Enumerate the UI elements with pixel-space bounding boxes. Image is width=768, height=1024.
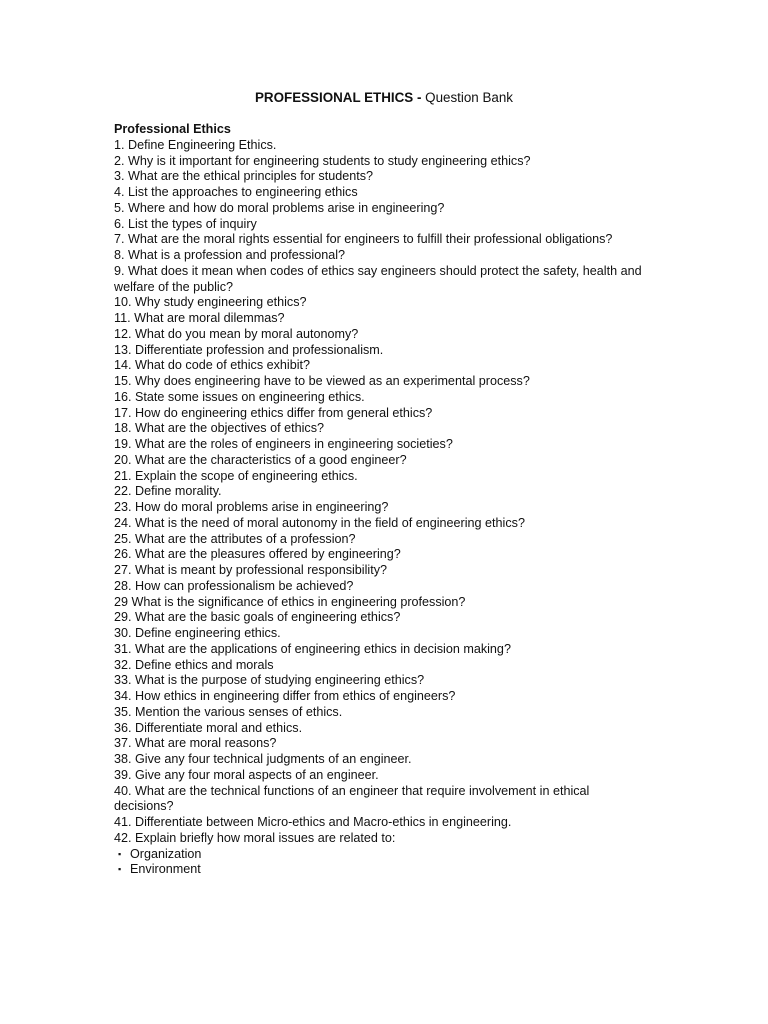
question-item: 29. What are the basic goals of engineering ethics? bbox=[114, 610, 401, 625]
question-item: 8. What is a profession and professional? bbox=[114, 248, 346, 262]
question-item: 9. What does it mean when codes of ethics say engineers should protect the safety, health and welfare of the public? bbox=[114, 263, 642, 294]
bullet-square-icon: ▪ bbox=[118, 848, 122, 859]
title-rest: Question Bank bbox=[425, 90, 513, 105]
question-item: 22. Define morality. bbox=[114, 484, 222, 499]
question-item: 21. Explain the scope of engineering ethics. bbox=[114, 468, 358, 483]
question-item: 39. Give any four moral aspects of an engineer. bbox=[114, 767, 379, 782]
question-item: 24. What is the need of moral autonomy in the field of engineering ethics? bbox=[114, 515, 525, 530]
question-item: 6. List the types of inquiry bbox=[114, 216, 257, 231]
bullet-item bbox=[114, 862, 644, 878]
bullet-item bbox=[114, 847, 644, 863]
question-list bbox=[114, 138, 644, 847]
question-item: 19. What are the roles of engineers in engineering societies? bbox=[114, 437, 453, 451]
question-item: 10. Why study engineering ethics? bbox=[114, 295, 307, 310]
question-item: 12. What do you mean by moral autonomy? bbox=[114, 326, 359, 341]
question-item: 37. What are moral reasons? bbox=[114, 736, 277, 751]
question-item: 13. Differentiate profession and professionalism. bbox=[114, 342, 384, 357]
question-item: 23. How do moral problems arise in engineering? bbox=[114, 500, 389, 514]
bullet-square-icon: ▪ bbox=[118, 864, 122, 875]
question-item: 4. List the approaches to engineering ethics bbox=[114, 185, 358, 199]
question-item: 5. Where and how do moral problems arise in engineering? bbox=[114, 200, 445, 215]
question-item: 7. What are the moral rights essential for engineers to fulfill their professional obligations? bbox=[114, 232, 613, 247]
question-item: 11. What are moral dilemmas? bbox=[114, 311, 285, 325]
question-item: 42. Explain briefly how moral issues are related to: bbox=[114, 830, 396, 845]
question-item: 27. What is meant by professional responsibility? bbox=[114, 563, 387, 577]
question-item: 1. Define Engineering Ethics. bbox=[114, 137, 277, 152]
question-item: 17. How do engineering ethics differ from general ethics? bbox=[114, 405, 433, 420]
question-item: 35. Mention the various senses of ethics. bbox=[114, 704, 343, 719]
question-item: 16. State some issues on engineering ethics. bbox=[114, 389, 365, 404]
question-item: 18. What are the objectives of ethics? bbox=[114, 421, 325, 436]
question-item: 28. How can professionalism be achieved? bbox=[114, 578, 354, 593]
question-item: 40. What are the technical functions of an engineer that require involvement in ethical decisions? bbox=[114, 783, 590, 814]
question-item: 33. What is the purpose of studying engineering ethics? bbox=[114, 673, 425, 688]
question-item: 38. Give any four technical judgments of an engineer. bbox=[114, 752, 412, 766]
title-bold: PROFESSIONAL ETHICS - bbox=[255, 90, 422, 105]
question-item: 32. Define ethics and morals bbox=[114, 657, 274, 672]
question-item: 30. Define engineering ethics. bbox=[114, 626, 281, 640]
question-item: 20. What are the characteristics of a good engineer? bbox=[114, 452, 407, 467]
question-item: 15. Why does engineering have to be viewed as an experimental process? bbox=[114, 374, 530, 388]
question-item: 3. What are the ethical principles for students? bbox=[114, 169, 374, 184]
question-item: 34. How ethics in engineering differ from ethics of engineers? bbox=[114, 689, 456, 703]
page-title bbox=[0, 89, 768, 106]
bullet-text: Environment bbox=[130, 862, 201, 877]
question-item: 36. Differentiate moral and ethics. bbox=[114, 720, 303, 735]
question-item: 25. What are the attributes of a profession? bbox=[114, 531, 356, 546]
question-item: 31. What are the applications of engineering ethics in decision making? bbox=[114, 641, 511, 656]
question-item: 26. What are the pleasures offered by engineering? bbox=[114, 547, 401, 562]
bullet-list bbox=[114, 847, 644, 879]
question-item: 41. Differentiate between Micro-ethics and Macro-ethics in engineering. bbox=[114, 815, 512, 829]
section-heading: Professional Ethics bbox=[114, 122, 231, 136]
question-item: 29 What is the significance of ethics in engineering profession? bbox=[114, 594, 466, 609]
bullet-text: Organization bbox=[130, 846, 202, 861]
question-section bbox=[114, 122, 644, 878]
question-item: 14. What do code of ethics exhibit? bbox=[114, 358, 311, 373]
question-item: 2. Why is it important for engineering students to study engineering ethics? bbox=[114, 153, 531, 168]
